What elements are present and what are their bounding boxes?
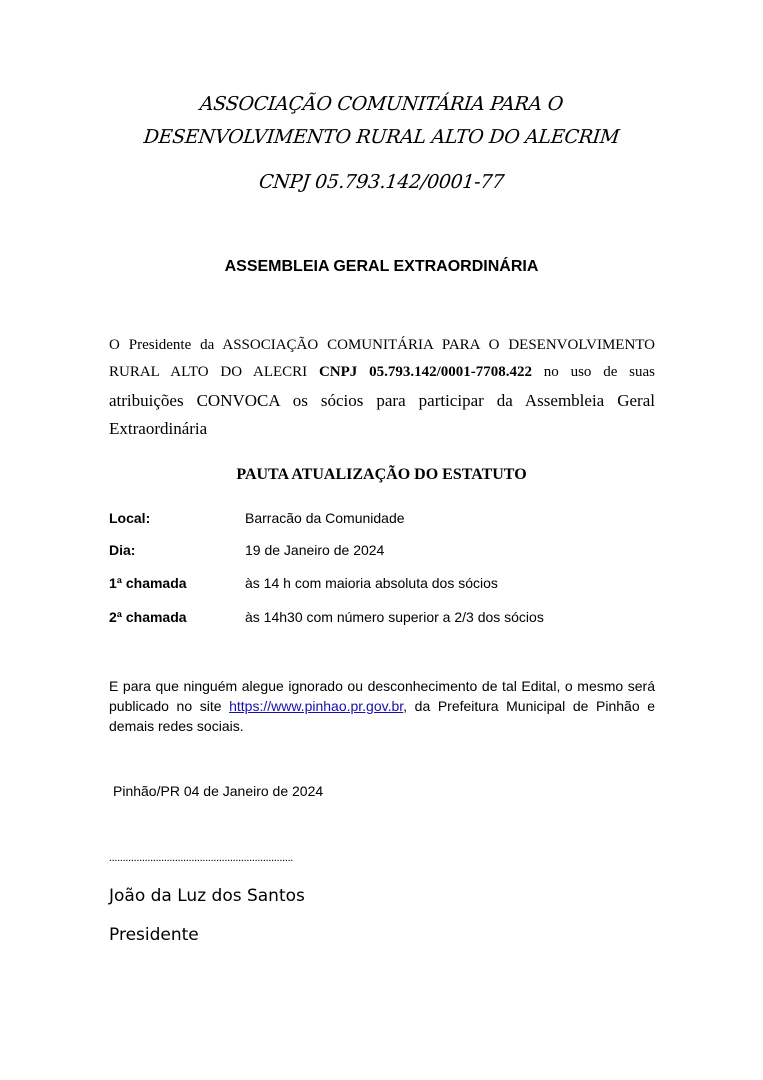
intro-cnpj: CNPJ 05.793.142/0001-7708.422 — [318, 364, 533, 380]
website-link[interactable]: https://www.pinhao.pr.gov.br — [229, 698, 404, 714]
publication-notice — [109, 676, 655, 736]
document-title: ASSEMBLEIA GERAL EXTRAORDINÁRIA — [224, 258, 539, 275]
signatory-role: Presidente — [109, 925, 199, 945]
notice-text-end: , da Prefeitura Municipal de Pinhão e demais redes sociais. — [109, 698, 655, 734]
association-name-line1: ASSOCIAÇÃO COMUNITÁRIA PARA O — [198, 93, 565, 115]
association-name-line2: DESENVOLVIMENTO RURAL ALTO DO ALECRIM — [142, 126, 621, 148]
agenda-heading: PAUTA ATUALIZAÇÃO DO ESTATUTO — [236, 466, 527, 483]
detail-label-dia: Dia: — [109, 542, 136, 558]
detail-label-local: Local: — [109, 510, 151, 526]
intro-text: RURAL ALTO DO ALECRI — [109, 364, 319, 380]
intro-line-4: Extraordinária — [109, 419, 208, 438]
detail-value-second-call: às 14h30 com número superior a 2/3 dos sócios — [245, 609, 544, 625]
detail-label-first-call: 1ª chamada — [109, 575, 187, 591]
detail-label-second-call: 2ª chamada — [109, 609, 187, 625]
place-date: Pinhão/PR 04 de Janeiro de 2024 — [113, 783, 324, 799]
association-cnpj: CNPJ 05.793.142/0001-77 — [257, 171, 506, 193]
intro-text-end: no uso de suas — [532, 364, 656, 380]
intro-line-2 — [109, 364, 655, 381]
detail-value-first-call: às 14 h com maioria absoluta dos sócios — [245, 575, 498, 591]
signature-line: ................................................................... — [109, 852, 294, 864]
detail-value-dia: 19 de Janeiro de 2024 — [245, 542, 385, 558]
intro-line-3: atribuições CONVOCA os sócios para participar da Assembleia Geral — [109, 391, 655, 410]
intro-line-1: O Presidente da ASSOCIAÇÃO COMUNITÁRIA PARA O DESENVOLVIMENTO — [109, 337, 655, 353]
signatory-name: João da Luz dos Santos — [109, 886, 305, 906]
notice-text: E para que ninguém alegue ignorado ou desconhecimento de tal Edital, o mesmo será publicado no site — [109, 678, 655, 714]
detail-value-local: Barracão da Comunidade — [245, 510, 405, 526]
